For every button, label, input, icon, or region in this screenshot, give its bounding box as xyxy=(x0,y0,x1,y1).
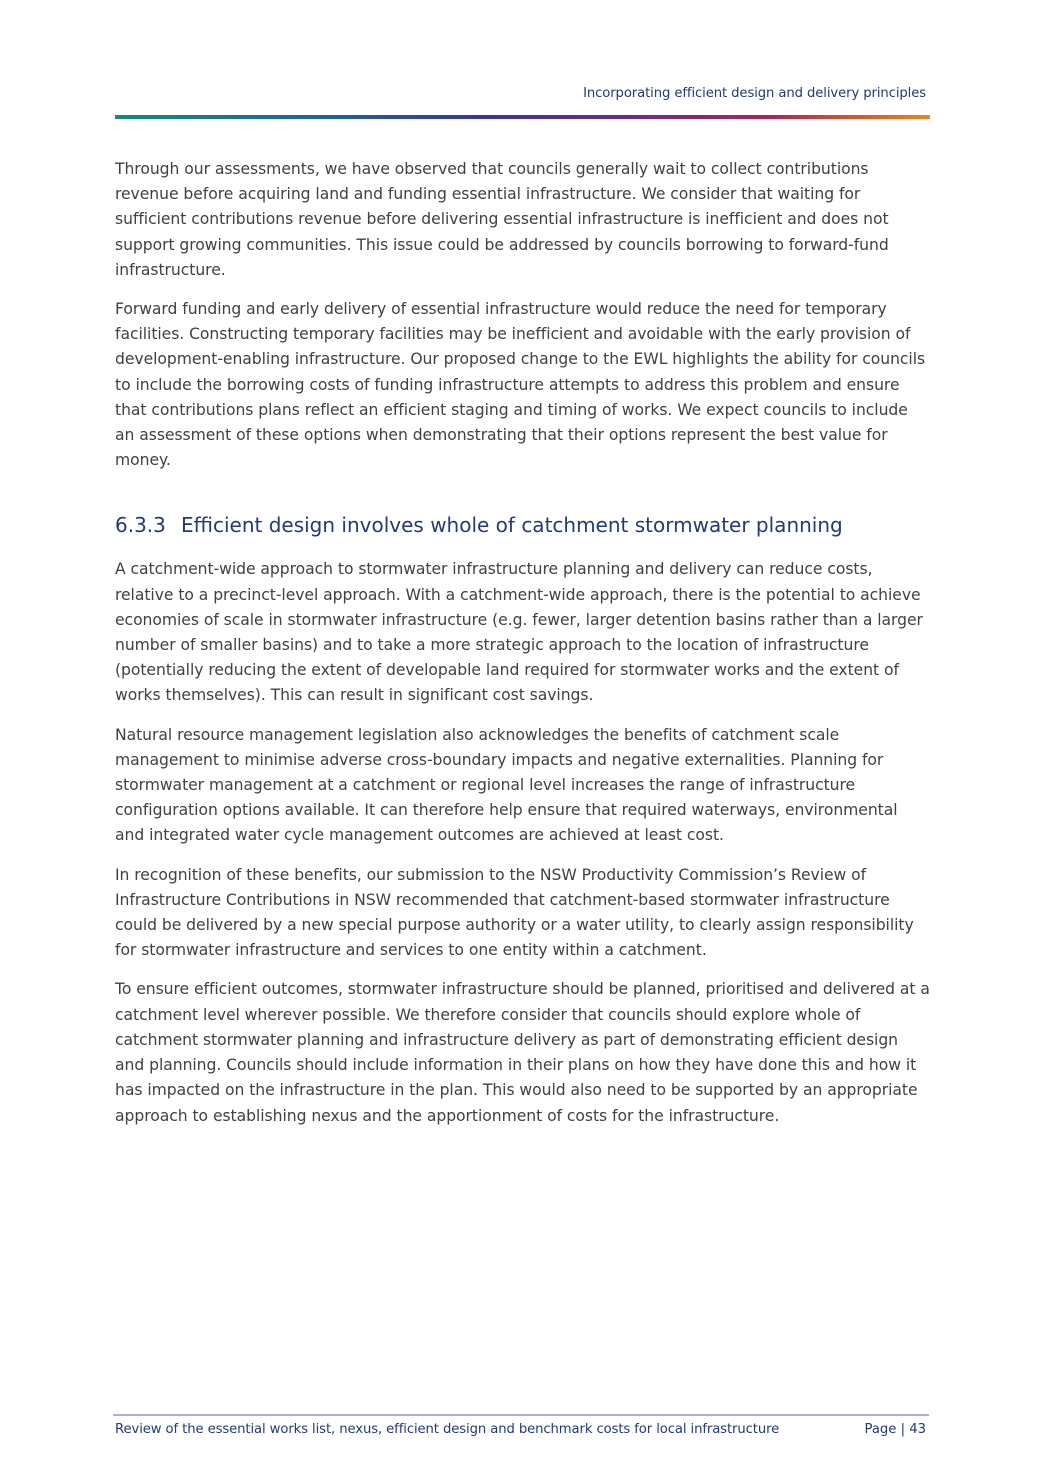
header-gradient-rule xyxy=(115,115,930,119)
paragraph-forward-funding-delivery: Forward funding and early delivery of essential infrastructure would reduce the need for temporary facilities. Constructing temporary facilities may be inefficient and avoidable with the early provision of development-enabling infrastructure. Our proposed change to the EWL highlights the ability for councils to include the borrowing costs of funding infrastructure attempts to address this problem and ensure that contributions plans reflect an efficient staging and timing of works. We expect councils to include an assessment of these options when demonstrating that their options represent the best value for money. xyxy=(115,300,926,470)
section-title: Efficient design involves whole of catchment stormwater planning xyxy=(181,513,843,538)
paragraph-nrm-legislation: Natural resource management legislation also acknowledges the benefits of catchment scale management to minimise adverse cross-boundary impacts and negative externalities. Planning for stormwater management at a catchment or regional level increases the range of infrastructure configuration options available. It can therefore help ensure that required waterways, environmental and integrated water cycle management outcomes are achieved at least cost. xyxy=(115,725,898,845)
paragraph-catchment-approach: A catchment-wide approach to stormwater infrastructure planning and delivery can reduce costs, relative to a precinct-level approach. With a catchment-wide approach, there is the potential to achieve economies of scale in stormwater infrastructure (e.g. fewer, larger detention basins rather than a larger number of smaller basins) and to take a more strategic approach to the location of infrastructure (potentially reducing the extent of developable land required for stormwater works and the extent of works themselves). This can result in significant cost savings. xyxy=(115,560,923,705)
paragraph-forward-funding-intro: Through our assessments, we have observed that councils generally wait to collect contributions revenue before acquiring land and funding essential infrastructure. We consider that waiting for sufficient contributions revenue before delivering essential infrastructure is inefficient and does not support growing communities. This issue could be addressed by councils borrowing to forward-fund infrastructure. xyxy=(115,160,889,279)
running-header: Incorporating efficient design and delivery principles xyxy=(583,86,926,101)
footer-rule xyxy=(113,1414,929,1416)
paragraph-efficient-outcomes: To ensure efficient outcomes, stormwater infrastructure should be planned, prioritised and delivered at a catchment level wherever possible. We therefore consider that councils should explore whole of catchment stormwater planning and infrastructure delivery as part of demonstrating efficient design and planning. Councils should include information in their plans on how they have done this and how it has impacted on the infrastructure in the plan. This would also need to be supported by an appropriate approach to establishing nexus and the apportionment of costs for the infrastructure. xyxy=(115,980,930,1125)
paragraph-productivity-commission: In recognition of these benefits, our submission to the NSW Productivity Commission’s Review of Infrastructure Contributions in NSW recommended that catchment-based stormwater infrastructure could be delivered by a new special purpose authority or a water utility, to clearly assign responsibility for stormwater infrastructure and services to one entity within a catchment. xyxy=(115,865,914,960)
main-content xyxy=(115,157,930,1143)
section-number: 6.3.3 xyxy=(115,513,166,538)
footer-document-title: Review of the essential works list, nexus, efficient design and benchmark costs for local infrastructure xyxy=(115,1422,780,1437)
section-heading xyxy=(115,511,930,539)
footer-page-number: Page | 43 xyxy=(864,1422,926,1437)
